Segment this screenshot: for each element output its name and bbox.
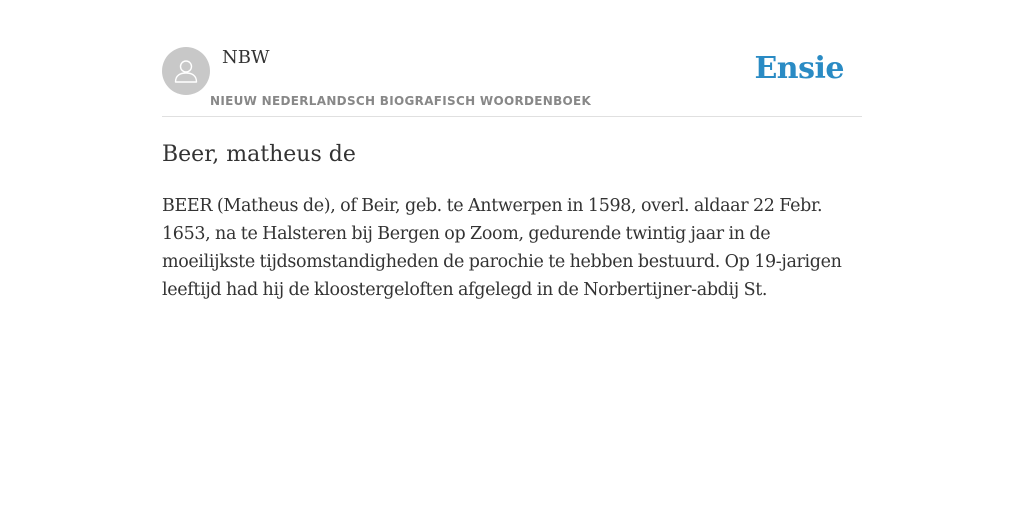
page-container [162, 0, 862, 512]
brand-logo[interactable]: Ensie [754, 51, 844, 86]
user-icon [172, 57, 200, 85]
source-full-name[interactable]: NIEUW NEDERLANDSCH BIOGRAFISCH WOORDENBOEK [210, 94, 592, 108]
source-header [162, 0, 862, 117]
source-name[interactable]: NBW [222, 47, 270, 68]
article-body: BEER (Matheus de), of Beir, geb. te Antwerpen in 1598, overl. aldaar 22 Febr. 1653, na te Halsteren bij Bergen op Zoom, gedurende twintig jaar in de moeilijkste tijdsomstandigheden de parochie te hebben bestuurd. Op 19-jarigen leeftijd had hij de kloostergeloften afgelegd in de Norbertijner-abdij St. [162, 196, 842, 300]
article-title: Beer, matheus de [162, 142, 356, 167]
source-avatar[interactable] [162, 47, 210, 95]
